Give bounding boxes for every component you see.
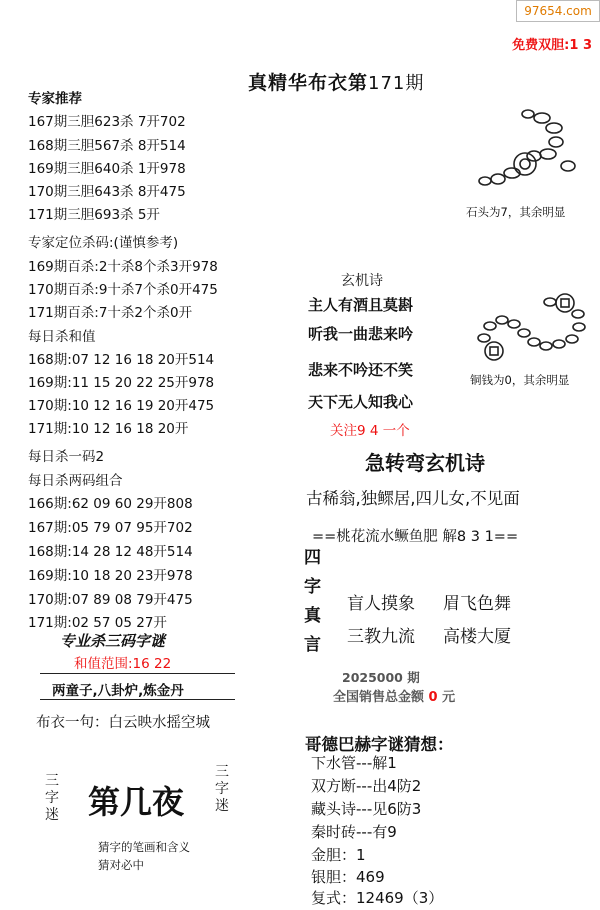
four-word-label: 四 字 真 言	[304, 548, 321, 655]
goldbach-line: 复式：12469（3）	[311, 889, 444, 907]
coins-caption: 铜钱为0，其余明显	[470, 373, 570, 387]
sales-issue: 2025000 期	[342, 670, 420, 685]
four-word-item: 眉飞色舞	[443, 594, 511, 614]
sum-range: 和值范围:16 22	[74, 656, 172, 672]
jizhuan-line: 古稀翁,独鳏居,四儿女,不见面	[306, 489, 520, 508]
xuanji-heading: 玄机诗	[341, 273, 383, 289]
two-code-line: 169期:10 18 20 23开978	[28, 568, 193, 584]
goldbach-heading: 哥德巴赫字谜猜想：	[305, 735, 454, 754]
position-kill-line: 171期百杀:7十杀2个杀0开	[28, 305, 193, 321]
xuanji-line: 主人有酒且莫斟	[308, 296, 414, 314]
xuanji-line: 天下无人知我心	[308, 393, 414, 411]
two-code-heading: 每日杀两码组合	[28, 473, 123, 489]
daily-one: 每日杀一码2	[28, 449, 105, 465]
site-badge[interactable]: 97654.com	[516, 0, 600, 22]
sales-unit: 元	[442, 690, 456, 705]
divider	[40, 673, 235, 674]
sales-label: 全国销售总金额	[333, 690, 425, 705]
title-issue: 171期	[368, 73, 425, 94]
goldbach-line: 银胆：469	[311, 868, 385, 886]
two-code-line: 166期:62 09 60 29开808	[28, 496, 193, 512]
stones-illustration	[470, 102, 595, 197]
goldbach-line: 下水管---解1	[311, 754, 397, 772]
position-kill-heading: 专家定位杀码:(谨慎参考)	[28, 235, 179, 251]
pro-riddle-answer: 两童子,八卦炉,炼金丹	[52, 683, 184, 699]
expert-line: 169期三胆640杀 1开978	[28, 161, 186, 177]
sum-kill-line: 170期:10 12 16 19 20开475	[28, 398, 215, 414]
expert-line: 168期三胆567杀 8开514	[28, 138, 186, 154]
position-kill-line: 169期百杀:2十杀8个杀3开978	[28, 259, 218, 275]
riddle-side-label-right: 三 字 迷	[215, 764, 229, 814]
two-code-line: 168期:14 28 12 48开514	[28, 544, 193, 560]
sum-kill-line: 168期:07 12 16 18 20开514	[28, 352, 215, 368]
sum-kill-line: 171期:10 12 16 18 20开	[28, 421, 189, 437]
two-code-line: 170期:07 89 08 79开475	[28, 592, 193, 608]
goldbach-line: 金胆：1	[311, 846, 366, 864]
sales-amount: 0	[428, 690, 438, 705]
xuanji-line: 悲来不吟还不笑	[308, 361, 414, 379]
page-title	[248, 68, 424, 95]
coins-illustration	[472, 290, 597, 370]
xuanji-focus: 关注9 4 一个	[330, 423, 410, 439]
expert-line: 167期三胆623杀 7开702	[28, 114, 186, 130]
sales-total	[333, 686, 455, 705]
goldbach-line: 秦时砖---有9	[311, 823, 397, 841]
goldbach-line: 双方断---出4防2	[311, 777, 422, 795]
expert-heading: 专家推荐	[28, 91, 82, 107]
expert-line: 170期三胆643杀 8开475	[28, 184, 186, 200]
four-word-item: 高楼大厦	[443, 627, 511, 647]
riddle-hint: 猜字的笔画和含义	[98, 840, 190, 854]
expert-line: 171期三胆693杀 5开	[28, 207, 160, 223]
two-code-line: 167期:05 79 07 95开702	[28, 520, 193, 536]
jizhuan-riddle: ==桃花流水鳜鱼肥 解8 3 1==	[312, 529, 519, 545]
riddle-side-label-left: 三 字 迷	[45, 773, 59, 823]
stones-caption: 石头为7，其余明显	[466, 205, 566, 219]
riddle-main: 第几夜	[88, 783, 185, 821]
title-main: 真精华布衣第	[248, 72, 369, 94]
four-word-item: 三教九流	[347, 627, 415, 647]
free-pick: 免费双胆:1 3	[512, 38, 592, 53]
position-kill-line: 170期百杀:9十杀7个杀0开475	[28, 282, 218, 298]
sum-kill-heading: 每日杀和值	[28, 329, 96, 345]
buyi-sentence: 布衣一句：白云映水摇空城	[36, 715, 210, 731]
riddle-hint: 猜对必中	[98, 858, 144, 872]
pro-riddle-title: 专业杀三码字谜	[60, 632, 166, 650]
jizhuan-heading: 急转弯玄机诗	[365, 451, 485, 475]
divider	[40, 699, 235, 700]
goldbach-line: 藏头诗---见6防3	[311, 800, 422, 818]
sum-kill-line: 169期:11 15 20 22 25开978	[28, 375, 215, 391]
two-code-line: 171期:02 57 05 27开	[28, 615, 167, 631]
four-word-item: 盲人摸象	[347, 594, 415, 614]
xuanji-line: 听我一曲悲来吟	[308, 325, 414, 343]
